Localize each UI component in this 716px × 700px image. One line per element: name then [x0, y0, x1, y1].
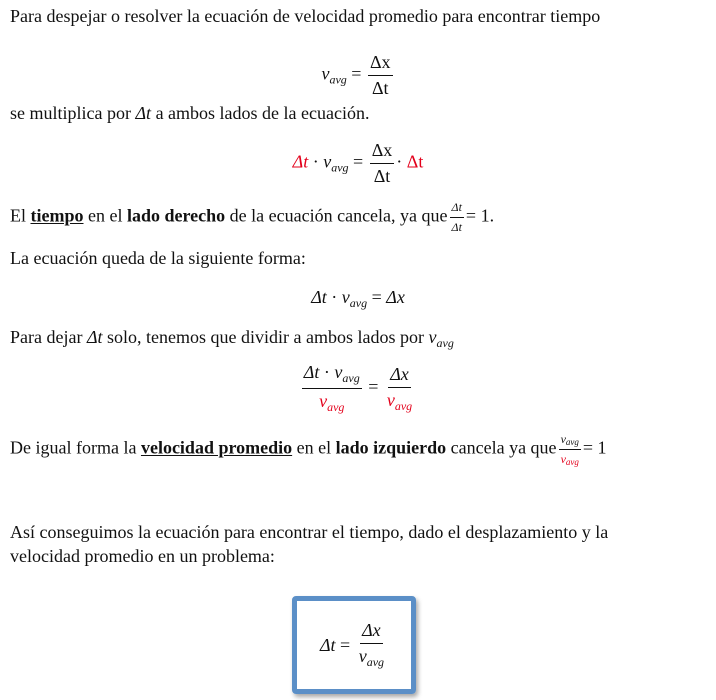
v: v [323, 151, 332, 172]
numerator: Δx [360, 620, 383, 644]
delta-t-red: Δt [292, 151, 309, 172]
equation-multiplied [0, 140, 716, 187]
text: en el [88, 205, 123, 226]
text: = 1 [582, 437, 607, 458]
fraction-left [302, 362, 362, 415]
avg: avg [436, 336, 454, 350]
fraction [357, 620, 386, 670]
text: cancela ya que [450, 437, 557, 458]
avg: avg [565, 457, 579, 467]
text: solo, tenemos que dividir a ambos lados por [107, 327, 424, 347]
delta-t: Δt [86, 327, 103, 347]
numerator: Δx [370, 140, 395, 164]
denominator [317, 389, 346, 415]
equals: = [340, 634, 351, 655]
avg: avg [342, 371, 360, 385]
v: v [334, 362, 343, 382]
paragraph-conclusion-1: Así conseguimos la ecuación para encontrar el tiempo, dado el desplazamiento y la [10, 522, 609, 542]
avg: avg [331, 160, 349, 175]
avg: avg [327, 400, 345, 414]
v: v [560, 432, 566, 446]
numerator: Δt [450, 200, 464, 218]
text: de la ecuación cancela, ya que [229, 205, 448, 226]
dot: · [331, 287, 338, 307]
denominator: Δt [451, 220, 462, 234]
fraction-small [450, 200, 464, 235]
delta-t: Δt [303, 362, 320, 382]
equation-velocity [0, 52, 716, 99]
text: Para dejar [10, 327, 83, 347]
numerator: Δx [368, 52, 393, 76]
bold: lado derecho [126, 205, 226, 226]
v: v [319, 391, 328, 411]
delta-t: Δt [135, 103, 152, 123]
fraction-small [559, 432, 581, 467]
fraction-right [385, 364, 414, 414]
equals: = [368, 376, 379, 397]
paragraph-conclusion-2: velocidad promedio en un problema: [10, 546, 275, 566]
bold-underlined: velocidad promedio [140, 437, 293, 458]
paragraph-multiply [10, 103, 369, 124]
text: en el [296, 437, 332, 458]
delta-t: Δt [311, 287, 327, 307]
denominator [559, 450, 581, 467]
numerator: Δx [388, 364, 411, 388]
paragraph-form: La ecuación queda de la siguiente forma: [10, 248, 306, 268]
avg: avg [565, 437, 579, 447]
equation-result [0, 287, 716, 311]
denominator: Δt [373, 166, 391, 186]
text: = 1. [465, 205, 495, 226]
avg: avg [329, 72, 347, 87]
delta-t: Δt [319, 634, 336, 655]
avg: avg [366, 655, 385, 669]
numerator [559, 432, 581, 450]
v: v [341, 287, 350, 307]
fraction [370, 140, 395, 187]
text: De igual forma la [10, 437, 137, 458]
avg: avg [394, 398, 413, 413]
v: v [428, 327, 437, 347]
v: v [321, 63, 330, 84]
dot: · [323, 362, 330, 382]
fraction [368, 52, 393, 99]
text: a ambos lados de la ecuación. [155, 103, 370, 123]
paragraph-intro: Para despejar o resolver la ecuación de velocidad promedio para encontrar tiempo [10, 6, 601, 26]
bold-underlined: tiempo [30, 205, 84, 226]
v: v [386, 389, 395, 410]
text: se multiplica por [10, 103, 131, 123]
bold: lado izquierdo [335, 437, 447, 458]
text: El [10, 205, 26, 226]
numerator [302, 362, 362, 389]
dot: · [312, 151, 319, 172]
dot: · [396, 151, 403, 172]
equation-divided [0, 362, 716, 415]
final-equation-box [292, 596, 416, 694]
denominator: Δt [371, 78, 389, 98]
v: v [560, 452, 566, 466]
equals: = [351, 63, 362, 84]
equals: = [353, 151, 364, 172]
equals: = [371, 287, 382, 307]
v: v [358, 646, 367, 666]
delta-t-red: Δt [406, 151, 424, 172]
paragraph-cancel-velocity [10, 432, 607, 467]
denominator [385, 388, 414, 414]
delta-x: Δx [386, 287, 405, 307]
paragraph-cancel-time [10, 200, 494, 235]
avg: avg [349, 296, 368, 310]
denominator [357, 644, 386, 670]
paragraph-divide [10, 327, 454, 351]
